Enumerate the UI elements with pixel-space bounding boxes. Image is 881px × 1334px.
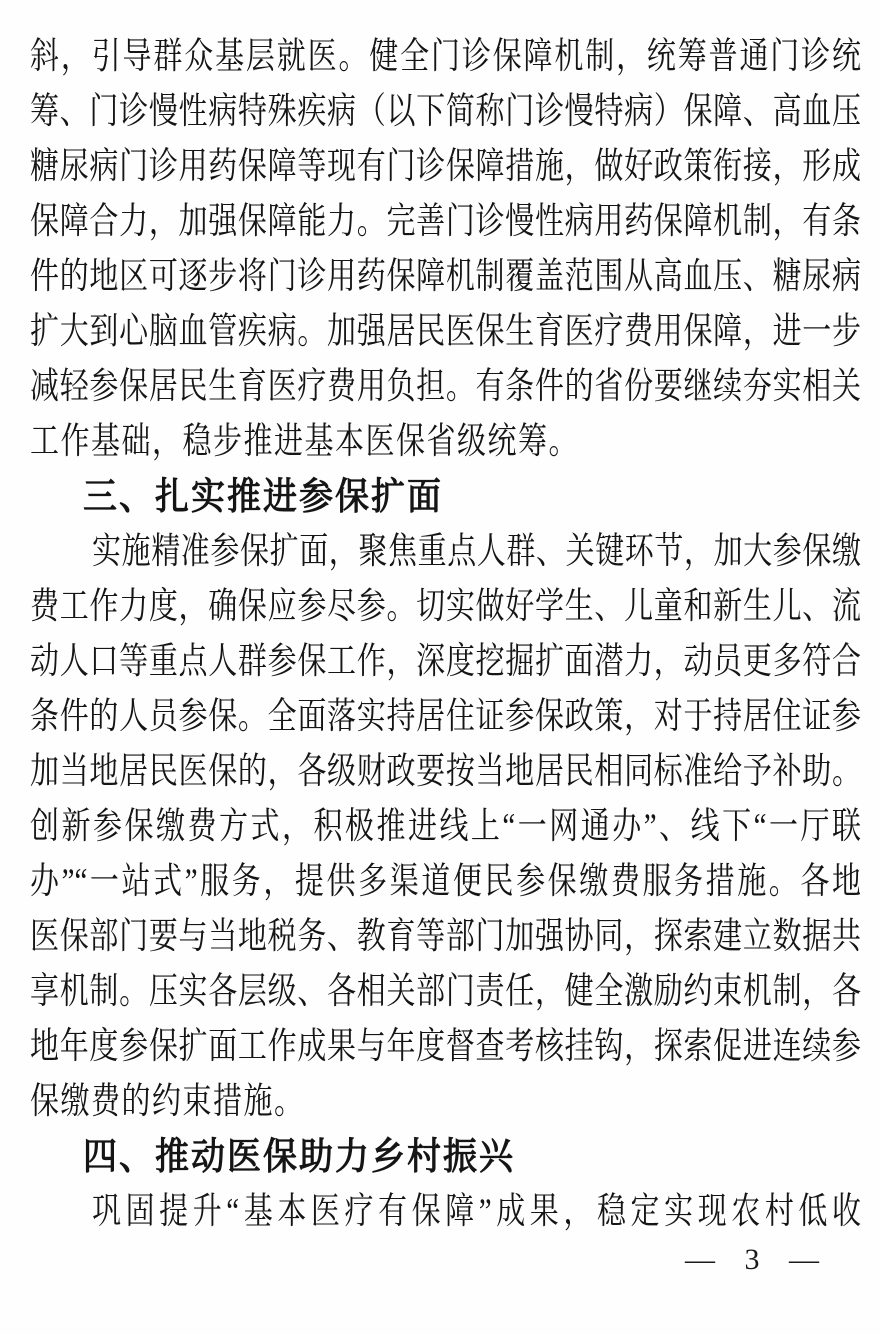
body-line [30, 360, 861, 415]
section-heading [30, 470, 861, 525]
line-text: 享机制。压实各层级、各相关部门责任，健全激励约束机制，各 [30, 971, 861, 1012]
document-lines [30, 30, 861, 1240]
line-text: 动人口等重点人群参保工作，深度挖掘扩面潜力，动员更多符合 [30, 641, 861, 682]
line-text: 糖尿病门诊用药保障等现有门诊保障措施，做好政策衔接，形成 [30, 146, 861, 187]
line-text: 巩固提升“基本医疗有保障”成果，稳定实现农村低收 [92, 1191, 861, 1232]
body-line [30, 305, 861, 360]
section-heading [30, 1130, 861, 1185]
body-line [30, 525, 861, 580]
body-line [30, 635, 861, 690]
body-line [30, 855, 861, 910]
line-text: 加当地居民医保的，各级财政要按当地居民相同标准给予补助。 [30, 751, 861, 792]
line-text: 创新参保缴费方式，积极推进线上“一网通办”、线下“一厅联 [30, 806, 861, 847]
page-number: — 3 — [685, 1243, 823, 1276]
line-text: 四、推动医保助力乡村振兴 [83, 1135, 515, 1178]
body-line [30, 690, 861, 745]
body-line [30, 1075, 861, 1130]
line-text: 三、扎实推进参保扩面 [83, 475, 443, 518]
body-line [30, 30, 861, 85]
body-line [30, 910, 861, 965]
line-text: 保障合力，加强保障能力。完善门诊慢性病用药保障机制，有条 [30, 201, 861, 242]
body-line [30, 1020, 861, 1075]
line-text: 扩大到心脑血管疾病。加强居民医保生育医疗费用保障，进一步 [30, 311, 861, 352]
body-line [30, 1185, 861, 1240]
line-text: 保缴费的约束措施。 [30, 1081, 305, 1122]
line-text: 实施精准参保扩面，聚焦重点人群、关键环节，加大参保缴 [92, 531, 861, 572]
body-line [30, 965, 861, 1020]
body-line [30, 250, 861, 305]
line-text: 条件的人员参保。全面落实持居住证参保政策，对于持居住证参 [30, 696, 861, 737]
line-text: 医保部门要与当地税务、教育等部门加强协同，探索建立数据共 [30, 916, 861, 957]
line-text: 费工作力度，确保应参尽参。切实做好学生、儿童和新生儿、流 [30, 586, 861, 627]
line-text: 办”“一站式”服务，提供多渠道便民参保缴费服务措施。各地 [30, 861, 861, 902]
line-text: 斜，引导群众基层就医。健全门诊保障机制，统筹普通门诊统 [30, 36, 861, 77]
line-text: 减轻参保居民生育医疗费用负担。有条件的省份要继续夯实相关 [30, 366, 861, 407]
line-text: 工作基础，稳步推进基本医保省级统筹。 [30, 421, 580, 462]
line-text: 地年度参保扩面工作成果与年度督查考核挂钩，探索促进连续参 [30, 1026, 861, 1067]
body-line [30, 580, 861, 635]
body-line [30, 415, 861, 470]
body-line [30, 800, 861, 855]
line-text: 件的地区可逐步将门诊用药保障机制覆盖范围从高血压、糖尿病 [30, 256, 861, 297]
body-line [30, 195, 861, 250]
body-line [30, 85, 861, 140]
line-text: 筹、门诊慢性病特殊疾病（以下简称门诊慢特病）保障、高血压 [30, 91, 861, 132]
body-line [30, 745, 861, 800]
body-line [30, 140, 861, 195]
